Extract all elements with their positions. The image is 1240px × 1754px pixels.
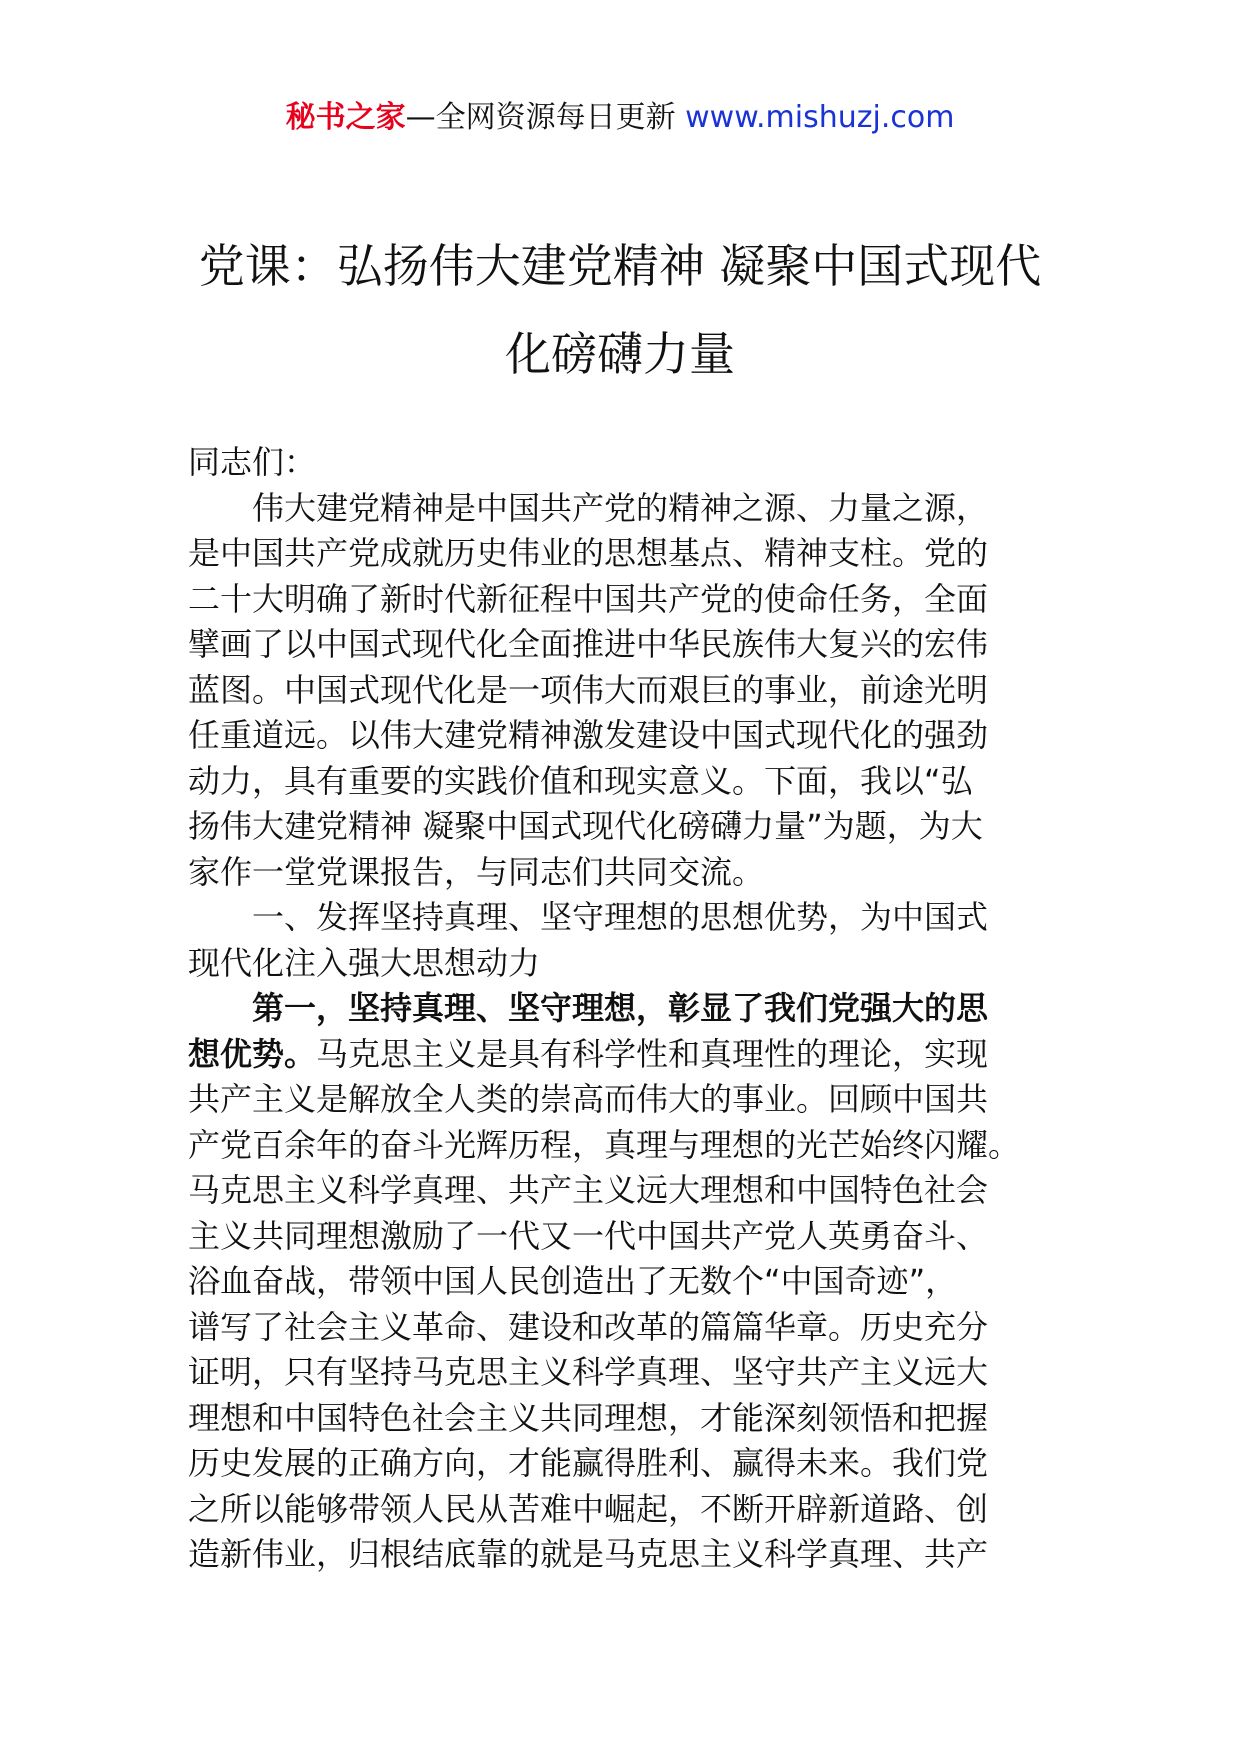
title-line-2: 化磅礴力量 xyxy=(505,327,735,381)
paragraph-2-bold-lead: 第一，坚持真理、坚守理想，彰显了我们党强大的思 xyxy=(252,989,989,1027)
paragraph-2-line: 马克思主义科学真理、共产主义远大理想和中国特色社会 xyxy=(188,1171,989,1209)
paragraph-1-line: 蓝图。中国式现代化是一项伟大而艰巨的事业，前途光明 xyxy=(188,670,989,709)
paragraph-2-line: 历史发展的正确方向，才能赢得胜利、赢得未来。我们党 xyxy=(188,1444,989,1482)
header-url-link[interactable]: www.mishuzj.com xyxy=(685,100,955,135)
greeting: 同志们： xyxy=(188,443,317,481)
paragraph-2-line xyxy=(188,1032,1060,1078)
paragraph-2-line: 产党百余年的奋斗光辉历程，真理与理想的光芒始终闪耀。 xyxy=(188,1125,1021,1164)
paragraph-1-line: 二十大明确了新时代新征程中国共产党的使命任务，全面 xyxy=(188,579,989,618)
paragraph-1-line: 擘画了以中国式现代化全面推进中华民族伟大复兴的宏伟 xyxy=(188,625,989,663)
paragraph-2-line: 谱写了社会主义革命、建设和改革的篇篇华章。历史充分 xyxy=(188,1307,989,1346)
paragraph-2-line: 理想和中国特色社会主义共同理想，才能深刻领悟和把握 xyxy=(188,1398,989,1437)
header-tagline: 全网资源每日更新 xyxy=(435,100,686,135)
paragraph-2-line: 造新伟业，归根结底靠的就是马克思主义科学真理、共产 xyxy=(188,1535,989,1573)
header-dash: — xyxy=(405,100,436,135)
paragraph-1-line: 伟大建党精神是中国共产党的精神之源、力量之源， xyxy=(252,488,989,527)
paragraph-2-line: 共产主义是解放全人类的崇高而伟大的事业。回顾中国共 xyxy=(188,1080,989,1118)
section-heading-1-line: 现代化注入强大思想动力 xyxy=(188,943,541,982)
section-heading-1-line: 一、发挥坚持真理、坚守理想的思想优势，为中国式 xyxy=(252,898,989,936)
paragraph-2-line: 浴血奋战，带领中国人民创造出了无数个“中国奇迹”， xyxy=(188,1262,958,1300)
paragraph-2-bold-tail: 想优势。 xyxy=(188,1034,317,1073)
document-title xyxy=(150,222,1090,398)
paragraph-2-line: 主义共同理想激励了一代又一代中国共产党人英勇奋斗、 xyxy=(188,1216,989,1255)
paragraph-2-line: 证明，只有坚持马克思主义科学真理、坚守共产主义远大 xyxy=(188,1353,989,1391)
paragraph-1-line: 扬伟大建党精神 凝聚中国式现代化磅礴力量”为题，为大 xyxy=(188,807,983,845)
brand-name: 秘书之家 xyxy=(285,100,406,135)
paragraph-1-line: 家作一堂党课报告，与同志们共同交流。 xyxy=(188,852,765,891)
paragraph-1-line: 任重道远。以伟大建党精神激发建设中国式现代化的强劲 xyxy=(188,716,989,754)
paragraph-2-line-rest: 马克思主义是具有科学性和真理性的理论，实现 xyxy=(316,1034,989,1073)
paragraph-1-line: 是中国共产党成就历史伟业的思想基点、精神支柱。党的 xyxy=(188,534,989,572)
paragraph-1-line: 动力，具有重要的实践价值和现实意义。下面，我以“弘 xyxy=(188,761,973,800)
site-header xyxy=(0,98,1240,138)
document-body xyxy=(188,440,1060,1578)
title-line-1: 党课：弘扬伟大建党精神 凝聚中国式现代 xyxy=(198,239,1042,293)
paragraph-2-line: 之所以能够带领人民从苦难中崛起，不断开辟新道路、创 xyxy=(188,1489,989,1528)
